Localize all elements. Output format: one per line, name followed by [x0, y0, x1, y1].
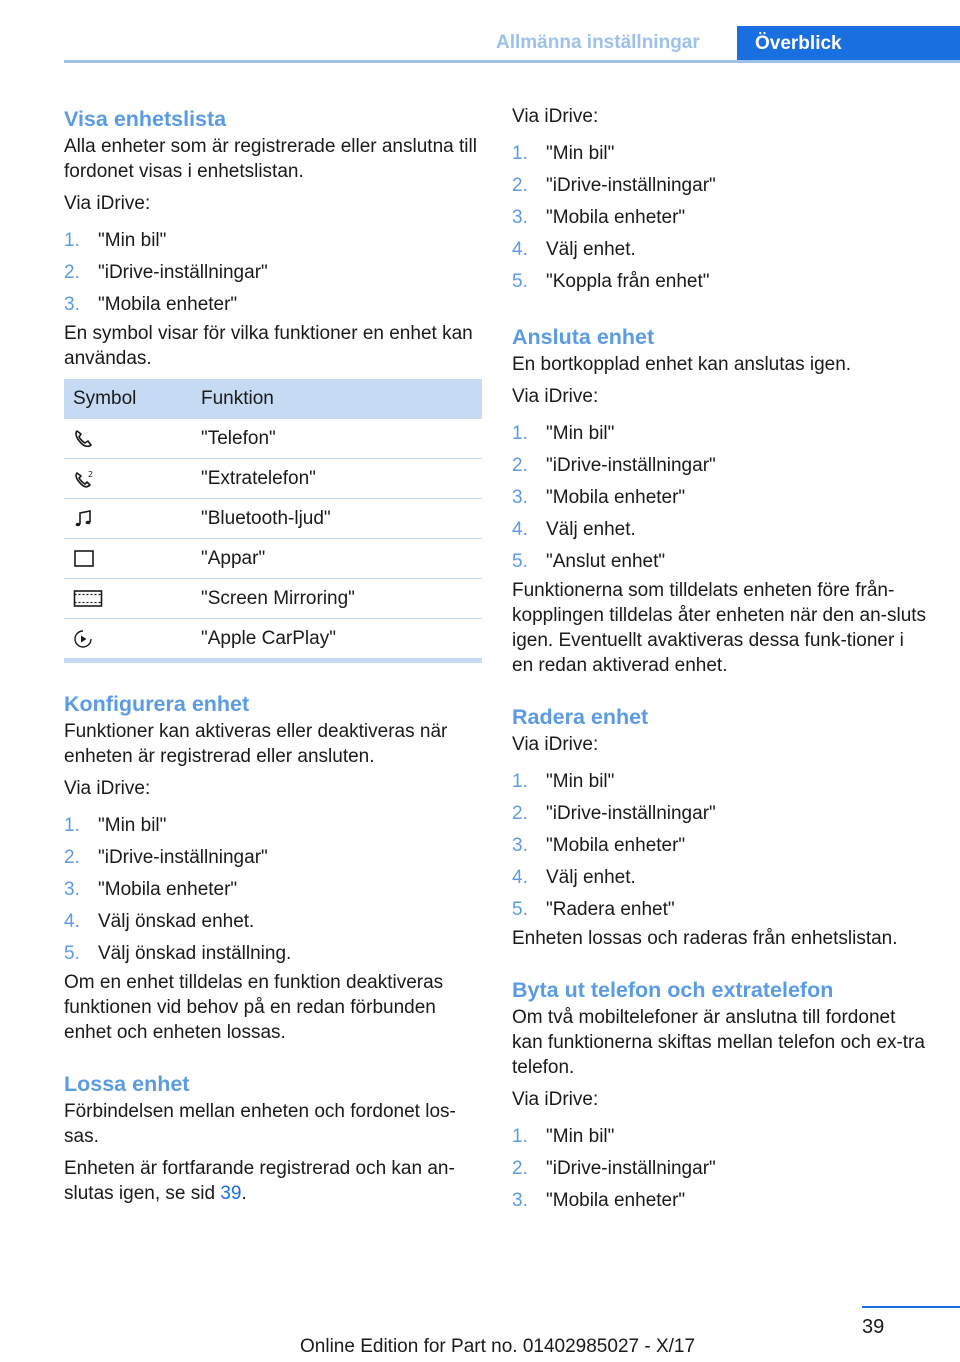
list-item: 2. "iDrive-inställningar" — [512, 1158, 716, 1179]
section-connect — [512, 322, 928, 678]
section-delete — [512, 702, 928, 951]
function-cell: "Bluetooth-ljud" — [192, 499, 482, 539]
header-rule — [64, 60, 960, 63]
disconnect-steps — [512, 138, 928, 298]
table-row — [64, 459, 482, 499]
symbol-cell — [64, 539, 192, 579]
column-header-symbol: Symbol — [64, 379, 192, 419]
header-active-tab[interactable]: Överblick — [737, 26, 960, 61]
configure-intro: Funktioner kan aktiveras eller deaktiveras när enheten är registrerad eller ansluten. — [64, 721, 448, 767]
table-header-row — [64, 379, 482, 419]
device-list-intro: Alla enheter som är registrerade eller anslutna till fordonet visas i enhetslistan. — [64, 136, 477, 182]
screen-mirroring-icon — [73, 589, 183, 609]
via-idrive-label: Via iDrive: — [512, 1089, 599, 1110]
svg-text:2: 2 — [88, 469, 94, 479]
list-item: 5. "Koppla från enhet" — [512, 271, 710, 292]
device-list-steps — [64, 225, 482, 321]
list-item: 1. "Min bil" — [512, 771, 615, 792]
via-idrive-label: Via iDrive: — [512, 734, 599, 755]
page-reference-link[interactable]: 39 — [220, 1183, 242, 1204]
page-number: 39 — [862, 1316, 885, 1338]
list-item: 2. "iDrive-inställningar" — [512, 175, 716, 196]
list-item: 1. "Min bil" — [512, 143, 615, 164]
delete-steps — [512, 766, 928, 926]
left-column — [64, 104, 482, 1206]
via-idrive-label: Via iDrive: — [64, 778, 151, 799]
section-title-device-list: Visa enhetslista — [64, 107, 227, 131]
connect-intro: En bortkopplad enhet kan anslutas igen. — [512, 354, 852, 375]
list-item: 1. "Min bil" — [512, 423, 615, 444]
section-swap — [512, 975, 928, 1217]
symbol-cell — [64, 499, 192, 539]
connect-steps — [512, 418, 928, 578]
list-item: 3. "Mobila enheter" — [512, 487, 686, 508]
right-column — [512, 104, 928, 1217]
function-cell: "Screen Mirroring" — [192, 579, 482, 619]
section-configure — [64, 689, 482, 1045]
list-item: 5. Välj önskad inställning. — [64, 943, 292, 964]
table-row — [64, 539, 482, 579]
table-row — [64, 419, 482, 459]
table-row — [64, 499, 482, 539]
phone-icon — [73, 429, 183, 449]
section-title-disconnect: Lossa enhet — [64, 1072, 190, 1096]
device-list-note: En symbol visar för vilka funktioner en enhet kan användas. — [64, 323, 473, 369]
function-cell: "Telefon" — [192, 419, 482, 459]
via-idrive-label: Via iDrive: — [64, 193, 151, 214]
footer-edition: Online Edition for Part no. 01402985027 - X/17 — [300, 1336, 696, 1357]
list-item: 3. "Mobila enheter" — [64, 294, 238, 315]
footer-rule — [862, 1306, 960, 1308]
symbol-function-table — [64, 379, 482, 663]
list-item: 5. "Radera enhet" — [512, 899, 675, 920]
list-item: 2. "iDrive-inställningar" — [512, 803, 716, 824]
column-header-function: Funktion — [192, 379, 482, 419]
play-circle-icon — [73, 629, 183, 649]
function-cell: "Extratelefon" — [192, 459, 482, 499]
section-title-connect: Ansluta enhet — [512, 325, 655, 349]
configure-note: Om en enhet tilldelas en funktion deaktiveras funktionen vid behov på en redan förbunden enhet och enheten lossas. — [64, 972, 444, 1043]
connect-note: Funktionerna som tilldelats enheten före från-kopplingen tilldelas åter enheten när den an-sluts igen. Eventuellt avaktiveras dessa funk-tioner i en redan aktiverad enhet. — [512, 580, 927, 676]
list-item: 4. Välj önskad enhet. — [64, 911, 255, 932]
symbol-cell — [64, 579, 192, 619]
symbol-cell — [64, 419, 192, 459]
section-disconnect — [64, 1069, 482, 1206]
list-item: 1. "Min bil" — [64, 815, 167, 836]
list-item: 1. "Min bil" — [64, 230, 167, 251]
section-title-swap: Byta ut telefon och extratelefon — [512, 978, 834, 1002]
list-item: 1. "Min bil" — [512, 1126, 615, 1147]
list-item: 3. "Mobila enheter" — [64, 879, 238, 900]
disconnect-intro: Förbindelsen mellan enheten och fordonet los-sas. — [64, 1101, 456, 1147]
function-cell: "Apple CarPlay" — [201, 627, 336, 649]
list-item: 2. "iDrive-inställningar" — [64, 262, 268, 283]
via-idrive-label: Via iDrive: — [512, 106, 599, 127]
list-item: 4. Välj enhet. — [512, 239, 636, 260]
swap-steps — [512, 1121, 928, 1217]
music-note-icon — [73, 509, 183, 529]
extra-phone-icon — [73, 469, 183, 489]
list-item: 4. Välj enhet. — [512, 519, 636, 540]
list-item: 3. "Mobila enheter" — [512, 835, 686, 856]
section-title-delete: Radera enhet — [512, 705, 649, 729]
list-item: 2. "iDrive-inställningar" — [64, 847, 268, 868]
symbol-cell — [64, 619, 192, 661]
disconnect-note: Enheten är fortfarande registrerad och kan an-slutas igen, se sid 39. — [64, 1158, 455, 1204]
list-item: 5. "Anslut enhet" — [512, 551, 666, 572]
configure-steps — [64, 810, 482, 970]
list-item: 2. "iDrive-inställningar" — [512, 455, 716, 476]
section-title-configure: Konfigurera enhet — [64, 692, 250, 716]
list-item: 3. "Mobila enheter" — [512, 207, 686, 228]
list-item: 3. "Mobila enheter" — [512, 1190, 686, 1211]
list-item: 4. Välj enhet. — [512, 867, 636, 888]
header-section-tab[interactable]: Allmänna inställningar — [496, 32, 700, 53]
square-icon — [73, 549, 183, 569]
function-cell: "Appar" — [192, 539, 482, 579]
delete-note: Enheten lossas och raderas från enhetslistan. — [512, 928, 898, 949]
table-row — [64, 619, 482, 661]
via-idrive-label: Via iDrive: — [512, 386, 599, 407]
symbol-cell — [64, 459, 192, 499]
swap-intro: Om två mobiltelefoner är anslutna till fordonet kan funktionerna skiftas mellan telefon och ex-tra telefon. — [512, 1007, 925, 1078]
table-row — [64, 579, 482, 619]
